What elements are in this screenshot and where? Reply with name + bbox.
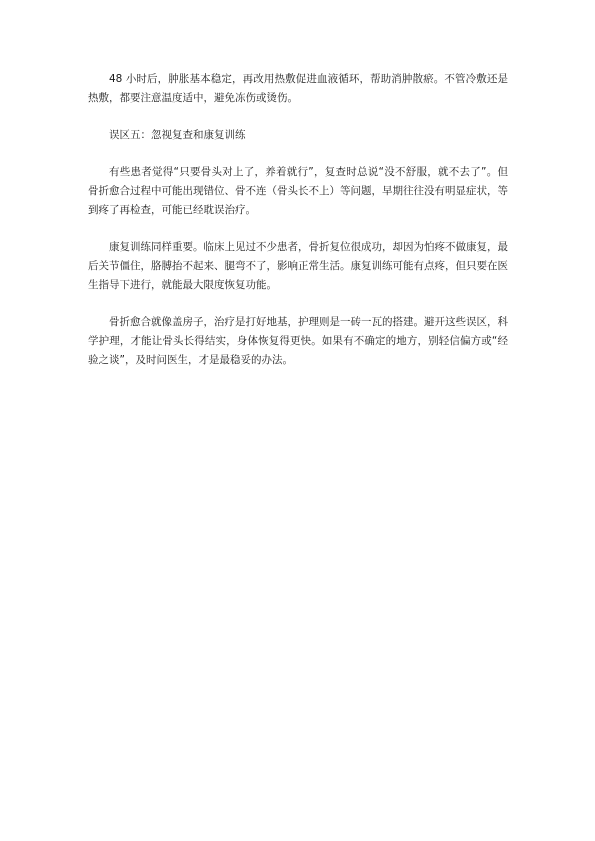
- paragraph-rehabilitation: 康复训练同样重要。临床上见过不少患者，骨折复位很成功，却因为怕疼不做康复，最后关节僵住，胳膊抬不起来、腿弯不了，影响正常生活。康复训练可能有点疼，但只要在医生指导下进行，就能最大限度恢复功能。: [88, 241, 508, 291]
- paragraph-cold-hot-compress: 48 小时后，肿胀基本稳定，再改用热敷促进血液循环，帮助消肿散瘀。不管冷敷还是热敷，都要注意温度适中，避免冻伤或烫伤。: [88, 73, 508, 104]
- section-heading-mistake-five: 误区五：忽视复查和康复训练: [109, 129, 246, 141]
- paragraph-conclusion: 骨折愈合就像盖房子，治疗是打好地基，护理则是一砖一瓦的搭建。避开这些误区，科学护理，才能让骨头长得结实，身体恢复得更快。如果有不确定的地方，别轻信偏方或“经验之谈”，及时问医生，才是最稳妥的办法。: [88, 316, 508, 366]
- document-page: [88, 70, 508, 388]
- paragraph-checkup: 有些患者觉得“只要骨头对上了，养着就行”，复查时总说“没不舒服，就不去了”。但骨折愈合过程中可能出现错位、骨不连（骨头长不上）等问题，早期往往没有明显症状，等到疼了再检查，可能已经耽误治疗。: [88, 166, 508, 216]
